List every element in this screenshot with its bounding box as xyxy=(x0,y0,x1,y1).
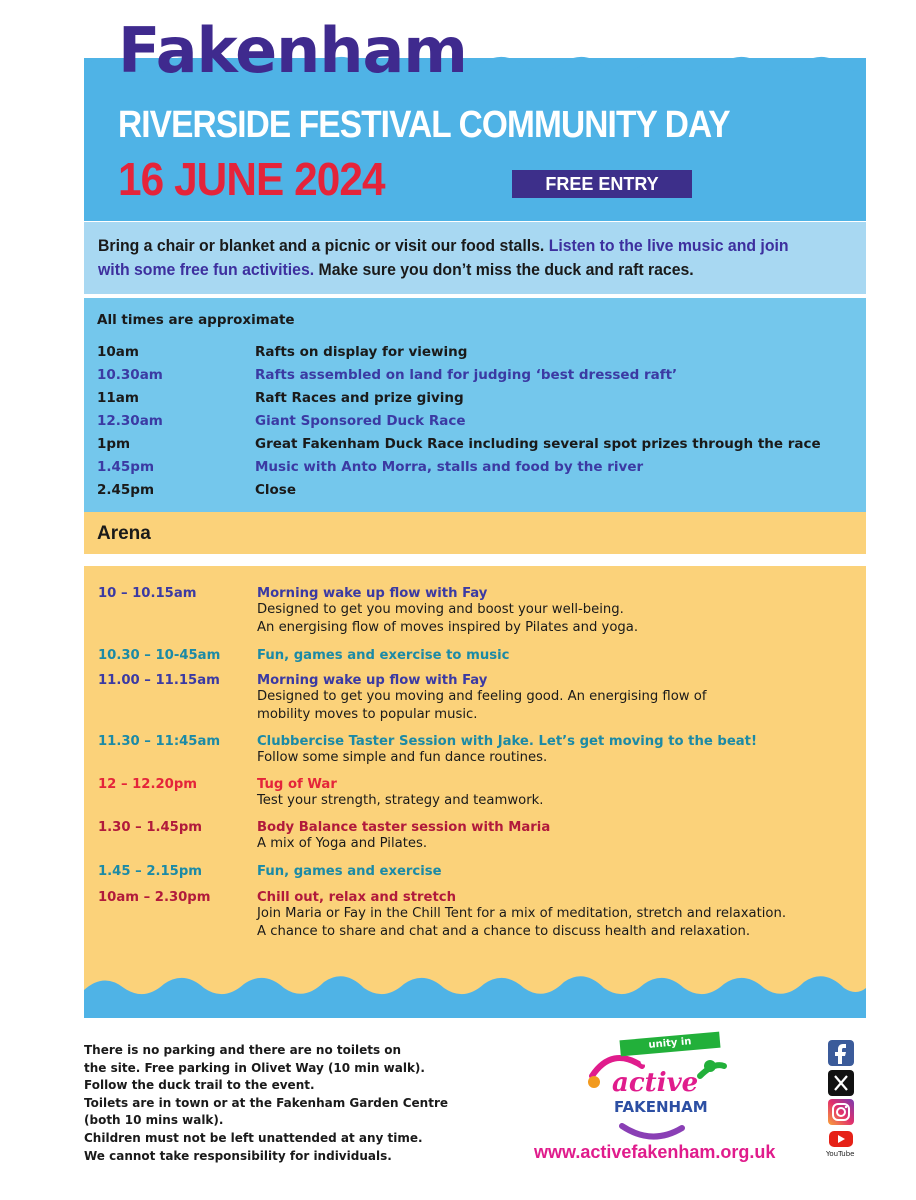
schedule-panel xyxy=(84,298,866,512)
arena-line: A mix of Yoga and Pilates. xyxy=(257,836,428,851)
arena-line: A chance to share and chat and a chance to discuss health and relaxation. xyxy=(257,924,751,939)
footer-line: Toilets are in town or at the Fakenham Garden Centre xyxy=(84,1095,449,1110)
schedule-time: 1.45pm xyxy=(97,459,155,475)
free-entry-badge: FREE ENTRY xyxy=(512,170,692,198)
arena-time: 12 – 12.20pm xyxy=(98,777,198,792)
arena-title: Morning wake up flow with Fay xyxy=(257,586,488,601)
arena-title: Morning wake up flow with Fay xyxy=(257,673,488,688)
schedule-desc: Raft Races and prize giving xyxy=(255,390,464,406)
event-date: 16 JUNE 2024 xyxy=(118,153,385,205)
schedule-desc: Rafts on display for viewing xyxy=(255,344,468,360)
footer-line: the site. Free parking in Olivet Way (10 min walk). xyxy=(84,1060,425,1075)
youtube-label: YouTube xyxy=(826,1150,855,1158)
arena-title: Clubbercise Taster Session with Jake. Let’s get moving to the beat! xyxy=(257,734,757,749)
schedule-time: 1pm xyxy=(97,436,131,452)
schedule-desc: Giant Sponsored Duck Race xyxy=(255,413,466,429)
arena-title: Body Balance taster session with Maria xyxy=(257,820,551,835)
arena-line: Test your strength, strategy and teamwork. xyxy=(257,793,544,808)
schedule-time: 2.45pm xyxy=(97,482,155,498)
arena-time: 11.30 – 11:45am xyxy=(98,734,221,749)
logo-town: FAKENHAM xyxy=(614,1098,708,1116)
schedule-desc: Music with Anto Morra, stalls and food by the river xyxy=(255,459,644,475)
logo-banner: unity in community xyxy=(619,1032,720,1057)
schedule-desc: Close xyxy=(255,482,297,498)
footer-line: (both 10 mins walk). xyxy=(84,1113,224,1128)
arena-title: Fun, games and exercise to music xyxy=(257,648,510,663)
arena-line: Join Maria or Fay in the Chill Tent for a mix of meditation, stretch and relaxation. xyxy=(257,906,787,921)
schedule-desc: Great Fakenham Duck Race including several spot prizes through the race xyxy=(255,436,821,452)
arena-time: 1.45 – 2.15pm xyxy=(98,864,203,879)
x-twitter-icon[interactable] xyxy=(828,1070,854,1096)
intro-part-3: Make sure you don’t miss the duck and raft races. xyxy=(318,260,694,279)
arena-line: Designed to get you moving and boost your well-being. xyxy=(257,602,624,617)
intro-panel xyxy=(84,222,866,294)
website-link[interactable]: www.activefakenham.org.uk xyxy=(534,1142,776,1162)
bottom-waves xyxy=(84,958,866,1018)
arena-title: Tug of War xyxy=(257,777,337,792)
schedule-time: 12.30am xyxy=(97,413,163,429)
intro-text xyxy=(98,234,805,282)
arena-time: 11.00 – 11.15am xyxy=(98,673,220,688)
arena-title: Chill out, relax and stretch xyxy=(257,890,456,905)
footer-line: Follow the duck trail to the event. xyxy=(84,1078,315,1093)
arena-line: mobility moves to popular music. xyxy=(257,707,478,722)
schedule-heading: All times are approximate xyxy=(97,312,295,328)
arena-panel xyxy=(84,566,866,1018)
schedule-desc: Rafts assembled on land for judging ‘best dressed raft’ xyxy=(255,367,678,383)
arena-line: An energising flow of moves inspired by Pilates and yoga. xyxy=(257,620,639,635)
footer-line: There is no parking and there are no toilets on xyxy=(84,1043,402,1057)
facebook-icon[interactable] xyxy=(828,1040,854,1066)
event-subtitle: RIVERSIDE FESTIVAL COMMUNITY DAY xyxy=(118,104,730,146)
intro-part-2: Listen to the live music and join with some free fun activities. xyxy=(98,236,789,279)
logo-word: active xyxy=(612,1068,699,1098)
arena-time: 10 – 10.15am xyxy=(98,586,197,601)
arena-time: 10am – 2.30pm xyxy=(98,890,211,905)
arena-heading-bar xyxy=(84,512,866,554)
footer-notes xyxy=(84,1042,484,1165)
arena-heading: Arena xyxy=(97,523,151,544)
arena-line: Follow some simple and fun dance routines. xyxy=(257,750,548,765)
footer-line: Children must not be left unattended at any time. xyxy=(84,1130,423,1145)
arena-time: 1.30 – 1.45pm xyxy=(98,820,203,835)
schedule-time: 10am xyxy=(97,344,139,360)
schedule-time: 11am xyxy=(97,390,139,406)
page-title: Fakenham xyxy=(118,14,467,87)
arena-time: 10.30 – 10-45am xyxy=(98,648,221,663)
schedule-time: 10.30am xyxy=(97,367,163,383)
footer-line: We cannot take responsibility for individuals. xyxy=(84,1148,392,1163)
intro-part-1: Bring a chair or blanket and a picnic or visit our food stalls. xyxy=(98,236,545,255)
arena-title: Fun, games and exercise xyxy=(257,864,442,879)
instagram-icon[interactable] xyxy=(828,1099,854,1125)
arena-line: Designed to get you moving and feeling good. An energising flow of xyxy=(257,689,707,704)
